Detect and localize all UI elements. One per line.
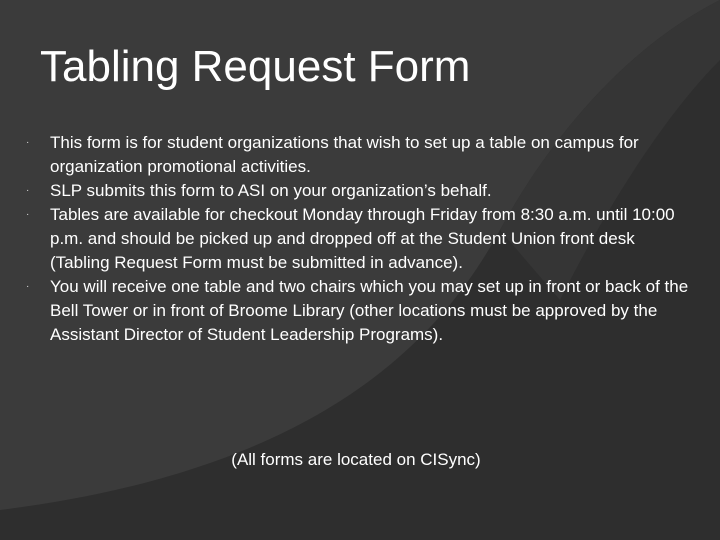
bullet-list [18, 131, 698, 347]
bullet-item [18, 131, 698, 179]
bullet-text: Tables are available for checkout Monday through Friday from 8:30 a.m. until 10:00 p.m. and should be picked up and dropped off at the Student Union front desk (Tabling Request Form must be submitted in advance). [50, 205, 675, 272]
bullet-item [18, 203, 698, 275]
bullet-dot-icon: · [26, 281, 30, 292]
bullet-item [18, 179, 698, 203]
bullet-text: This form is for student organizations that wish to set up a table on campus for organization promotional activities. [50, 133, 639, 176]
bullet-text: SLP submits this form to ASI on your organization’s behalf. [50, 181, 492, 200]
bullet-dot-icon: · [26, 185, 30, 196]
footer-note: (All forms are located on CISync) [231, 450, 481, 469]
bullet-text: You will receive one table and two chairs which you may set up in front or back of the Bell Tower or in front of Broome Library (other locations must be approved by the Assistant Director of Student Leadership Programs). [50, 277, 689, 344]
bullet-item [18, 275, 698, 347]
bullet-dot-icon: · [26, 209, 30, 220]
bullet-dot-icon: · [26, 137, 30, 148]
slide-title: Tabling Request Form [40, 42, 471, 91]
